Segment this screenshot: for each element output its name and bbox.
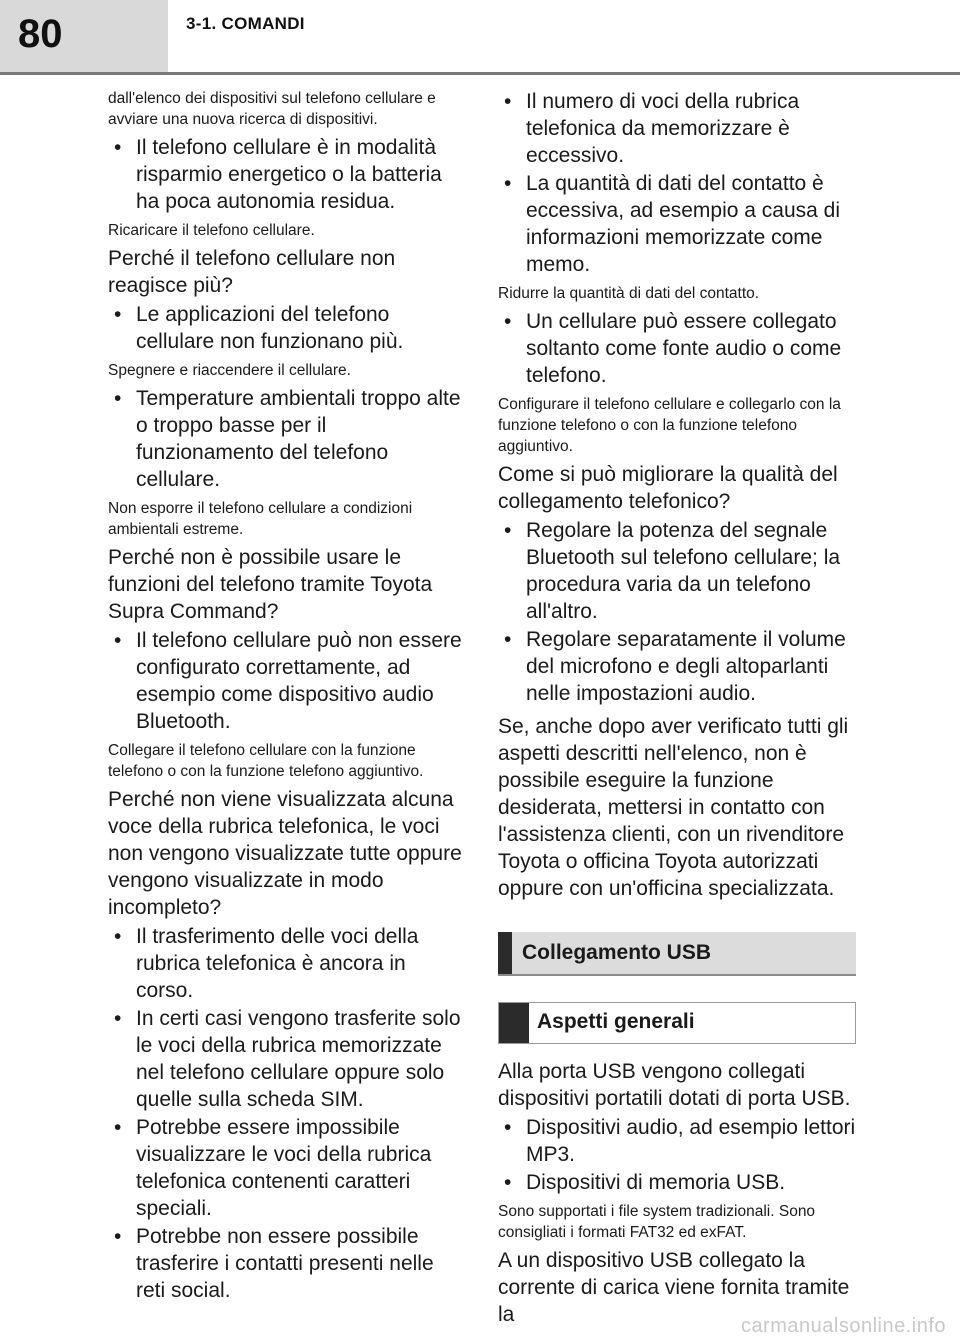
- bullet-list: [498, 517, 856, 707]
- question: Perché il telefono cellulare non reagisce più?: [108, 247, 396, 297]
- section-heading: [498, 932, 856, 976]
- list-item: • Un cellulare può essere collegato soltanto come fonte audio o come telefono.: [504, 310, 842, 387]
- intro-note: dall'elenco dei dispositivi sul telefono cellulare e avviare una nuova ricerca di dispositivi.: [108, 90, 436, 128]
- bullet-list: [108, 134, 462, 215]
- usb-note: Sono supportati i file system tradizionali. Sono consigliati i formati FAT32 ed exFAT.: [498, 1203, 816, 1241]
- subsection-heading-text: Aspetti generali: [537, 1010, 695, 1033]
- section-title: 3-1. COMANDI: [186, 14, 305, 33]
- bullet-list: [108, 923, 462, 1304]
- list-item: • Le applicazioni del telefono cellulare non funzionano più.: [114, 303, 404, 353]
- usb-intro: Alla porta USB vengono collegati dispositivi portatili dotati di porta USB.: [498, 1060, 851, 1110]
- list-item: • Regolare separatamente il volume del microfono e degli altoparlanti nelle impostazioni audio.: [504, 628, 846, 705]
- bullet-list: [498, 308, 856, 389]
- list-item: • Regolare la potenza del segnale Bluetooth sul telefono cellulare; la procedura varia da un telefono all'altro.: [504, 519, 841, 623]
- question: Perché non è possibile usare le funzioni del telefono tramite Toyota Supra Command?: [108, 546, 433, 623]
- section-heading-text: Collegamento USB: [522, 941, 712, 964]
- list-item: • Il telefono cellulare può non essere configurato correttamente, ad esempio come dispositivo audio Bluetooth.: [114, 629, 462, 733]
- remedy-note: Collegare il telefono cellulare con la funzione telefono o con la funzione telefono aggiuntivo.: [108, 742, 424, 780]
- subsection-heading: [498, 1002, 856, 1044]
- question: Come si può migliorare la qualità del collegamento telefonico?: [498, 463, 838, 513]
- right-column: [498, 88, 856, 1330]
- bullet-list: [108, 385, 462, 493]
- remedy-note: Ricaricare il telefono cellulare.: [108, 222, 315, 239]
- list-item: • Potrebbe non essere possibile trasferire i contatti presenti nelle reti social.: [114, 1225, 434, 1302]
- usb-tail: A un dispositivo USB collegato la corrente di carica viene fornita tramite la: [498, 1249, 850, 1326]
- page-header: [0, 0, 960, 76]
- list-item: • Temperature ambientali troppo alte o troppo basse per il funzionamento del telefono cellulare.: [114, 387, 461, 491]
- remedy-note: Spegnere e riaccendere il cellulare.: [108, 362, 351, 379]
- list-item: • Dispositivi audio, ad esempio lettori MP3.: [504, 1116, 856, 1166]
- page-number: 80: [18, 12, 63, 56]
- bullet-list: [498, 88, 856, 278]
- remedy-note: Ridurre la quantità di dati del contatto.: [498, 285, 760, 302]
- list-item: • Potrebbe essere impossibile visualizzare le voci della rubrica telefonica contenenti caratteri speciali.: [114, 1116, 432, 1220]
- question: Perché non viene visualizzata alcuna voce della rubrica telefonica, le voci non vengono visualizzate tutte oppure vengono visualizzate in modo incompleto?: [108, 788, 462, 919]
- list-item: • Il numero di voci della rubrica telefonica da memorizzare è eccessivo.: [504, 90, 800, 167]
- list-item: • In certi casi vengono trasferite solo le voci della rubrica memorizzate nel telefono cellulare oppure solo quelle sulla scheda SIM.: [114, 1007, 461, 1111]
- remedy-note: Non esporre il telefono cellulare a condizioni ambientali estreme.: [108, 500, 413, 538]
- bullet-list: [498, 1114, 856, 1196]
- header-divider: [0, 72, 960, 75]
- list-item: • Il trasferimento delle voci della rubrica telefonica è ancora in corso.: [114, 925, 419, 1002]
- page-number-tab: [0, 0, 168, 72]
- closing-paragraph: Se, anche dopo aver verificato tutti gli aspetti descritti nell'elenco, non è possibile eseguire la funzione desiderata, mettersi in contatto con l'assistenza clienti, con un rivenditore Toyota o officina Toyota autorizzati oppure con un'officina specializzata.: [498, 715, 849, 900]
- remedy-note: Configurare il telefono cellulare e collegarlo con la funzione telefono o con la funzione telefono aggiuntivo.: [498, 396, 841, 455]
- list-item: • La quantità di dati del contatto è eccessiva, ad esempio a causa di informazioni memorizzate come memo.: [504, 172, 841, 276]
- left-column: [108, 88, 462, 1305]
- subheading-bar: [499, 1003, 529, 1043]
- list-item: • Il telefono cellulare è in modalità risparmio energetico o la batteria ha poca autonomia residua.: [114, 136, 442, 213]
- watermark: carmanualsonline.info: [740, 1315, 946, 1337]
- list-item: • Dispositivi di memoria USB.: [504, 1171, 786, 1194]
- bullet-list: [108, 301, 462, 355]
- heading-bar: [498, 932, 512, 974]
- bullet-list: [108, 627, 462, 735]
